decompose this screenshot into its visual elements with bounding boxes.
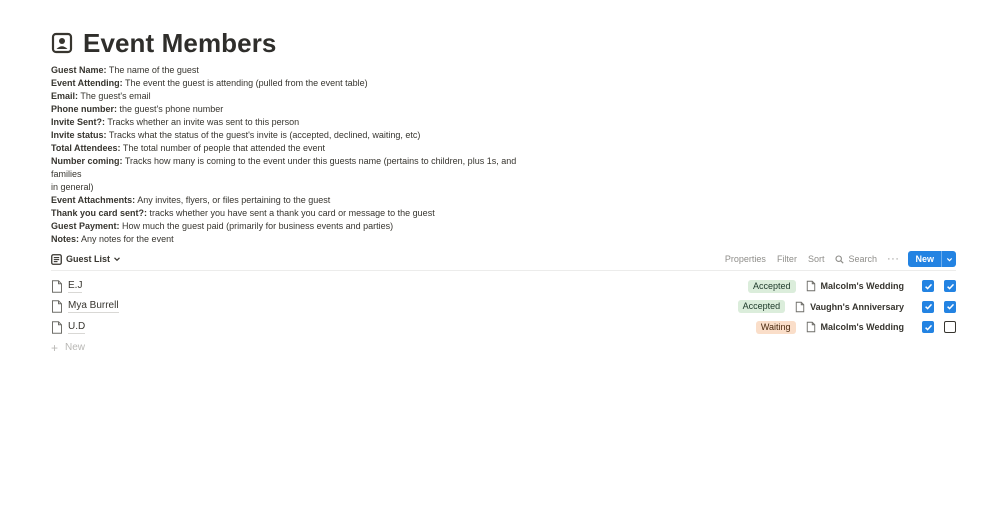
page-icon (806, 280, 816, 292)
properties-button[interactable]: Properties (724, 254, 766, 264)
contact-card-icon[interactable] (51, 32, 73, 54)
search-icon (835, 255, 844, 264)
chevron-down-icon (113, 255, 121, 263)
add-new-row-button[interactable] (51, 338, 956, 358)
checkmark-icon (946, 302, 955, 311)
description-line: in general) (51, 182, 94, 192)
table-row[interactable] (51, 276, 956, 297)
description-line: Event Attending: The event the guest is attending (pulled from the event table) (51, 78, 368, 88)
page-title[interactable]: Event Members (83, 27, 277, 58)
event-relation[interactable] (806, 321, 904, 333)
checkmark-icon (924, 282, 933, 291)
page-description (51, 64, 543, 246)
title-row (51, 26, 956, 60)
thank-you-sent-checkbox[interactable] (944, 280, 956, 292)
toolbar-divider (51, 270, 956, 271)
invite-status-badge[interactable]: Accepted (738, 300, 786, 313)
row-properties (756, 321, 956, 334)
filter-button[interactable]: Filter (776, 254, 797, 264)
database-actions (714, 251, 956, 267)
page-icon (51, 280, 63, 293)
invite-status-badge[interactable]: Waiting (756, 321, 796, 334)
description-line: Total Attendees: The total number of people that attended the event (51, 143, 325, 153)
description-line: Notes: Any notes for the event (51, 234, 174, 244)
checkmark-icon (924, 302, 933, 311)
thank-you-sent-checkbox[interactable] (944, 321, 956, 333)
table-row[interactable] (51, 297, 956, 318)
event-relation[interactable] (795, 301, 904, 313)
new-button (908, 251, 956, 267)
table-row[interactable] (51, 317, 956, 338)
page-icon (51, 300, 63, 313)
invite-sent-checkbox[interactable] (922, 280, 934, 292)
checkmark-icon (946, 282, 955, 291)
guest-name[interactable]: E.J (68, 279, 83, 291)
database-toolbar (51, 248, 956, 270)
description-line: Phone number: the guest's phone number (51, 104, 224, 114)
event-name: Malcolm's Wedding (820, 322, 904, 333)
event-name: Malcolm's Wedding (820, 281, 904, 292)
description-line: Event Attachments: Any invites, flyers, or files pertaining to the guest (51, 195, 331, 205)
description-line: Invite status: Tracks what the status of the guest's invite is (accepted, declined, waiting, etc) (51, 130, 421, 140)
description-line: Guest Name: The name of the guest (51, 65, 199, 75)
checkmark-icon (924, 323, 933, 332)
event-name: Vaughn's Anniversary (810, 301, 904, 312)
invite-sent-checkbox[interactable] (922, 321, 934, 333)
new-dropdown-chevron-icon[interactable] (941, 251, 956, 267)
description-line: Invite Sent?: Tracks whether an invite was sent to this person (51, 117, 300, 127)
invite-status-badge[interactable]: Accepted (748, 280, 796, 293)
page (51, 26, 956, 355)
view-selector[interactable] (51, 254, 121, 265)
description-line: Email: The guest's email (51, 91, 151, 101)
new-row-label: New (65, 342, 86, 353)
page-icon (795, 301, 805, 313)
thank-you-sent-checkbox[interactable] (944, 301, 956, 313)
invite-sent-checkbox[interactable] (922, 301, 934, 313)
row-properties (748, 280, 956, 293)
row-properties (738, 300, 956, 313)
search-label: Search (848, 254, 877, 264)
event-relation[interactable] (806, 280, 904, 292)
plus-icon: + (51, 340, 59, 355)
more-options-button[interactable]: ··· (886, 253, 900, 265)
description-line: Thank you card sent?: tracks whether you have sent a thank you card or message to the guest (51, 208, 435, 218)
guest-name[interactable]: Mya Burrell (68, 300, 119, 312)
page-icon (806, 321, 816, 333)
new-button-label[interactable]: New (915, 254, 934, 264)
description-line: Number coming: Tracks how many is coming to the event under this guests name (pertains to children, plus 1s, and families (51, 156, 517, 179)
table-view-icon (51, 254, 62, 265)
search-button[interactable] (835, 254, 877, 264)
guest-name[interactable]: U.D (68, 320, 86, 332)
sort-button[interactable]: Sort (807, 254, 825, 264)
view-name: Guest List (66, 254, 111, 264)
description-line: Guest Payment: How much the guest paid (primarily for business events and parties) (51, 221, 394, 231)
page-icon (51, 321, 63, 334)
guest-list (51, 276, 956, 358)
